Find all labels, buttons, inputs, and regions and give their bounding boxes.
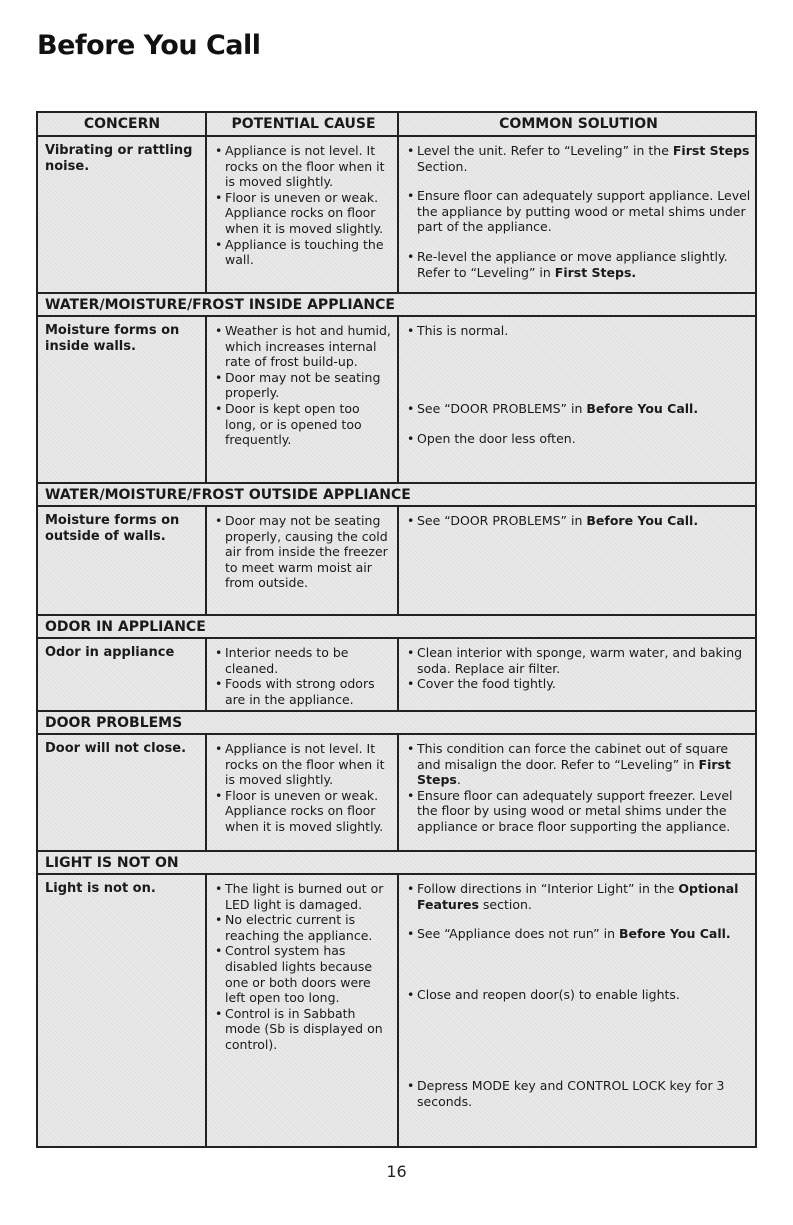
section-header: WATER/MOISTURE/FROST INSIDE APPLIANCE xyxy=(38,294,755,317)
cause-item: • Door may not be seating properly, causing the cold air from inside the freezer to meet warm moist air from outside. xyxy=(214,513,393,591)
table-row xyxy=(38,137,755,294)
section-header: WATER/MOISTURE/FROST OUTSIDE APPLIANCE xyxy=(38,484,755,507)
solution-item: • See “DOOR PROBLEMS” in Before You Call. xyxy=(406,513,751,529)
cause-item: • Appliance is touching the wall. xyxy=(214,237,393,268)
solution-item: • Level the unit. Refer to “Leveling” in the First Steps Section. xyxy=(406,143,751,174)
troubleshooting-table xyxy=(36,111,757,1148)
solution-item: • Open the door less often. xyxy=(406,431,751,447)
cause-item: • Floor is uneven or weak. Appliance rocks on floor when it is moved slightly. xyxy=(214,788,393,835)
concern-text: Moisture forms on outside of walls. xyxy=(45,513,180,544)
cause-item: • The light is burned out or LED light is damaged. xyxy=(214,881,393,912)
cause-item: • Control system has disabled lights because one or both doors were left open too long. xyxy=(214,943,393,1005)
solution-column-header: COMMON SOLUTION xyxy=(499,116,658,132)
concern-text: Vibrating or rattling noise. xyxy=(45,143,193,174)
cause-item: • Appliance is not level. It rocks on the floor when it is moved slightly. xyxy=(214,143,393,190)
cause-column-header: POTENTIAL CAUSE xyxy=(207,113,399,135)
solution-item: • Depress MODE key and CONTROL LOCK key for 3 seconds. xyxy=(406,1078,751,1109)
table-row xyxy=(38,317,755,484)
section-header: LIGHT IS NOT ON xyxy=(38,852,755,875)
solution-item: • Cover the food tightly. xyxy=(406,676,751,692)
page-number: 16 xyxy=(386,1162,407,1181)
table-header-row xyxy=(38,113,755,137)
cause-item: • Door is kept open too long, or is opened too frequently. xyxy=(214,401,393,448)
cause-item: • Appliance is not level. It rocks on the floor when it is moved slightly. xyxy=(214,741,393,788)
solution-item: • Ensure floor can adequately support appliance. Level the appliance by putting wood or metal shims under part of the appliance. xyxy=(406,188,751,235)
solution-item: • See “DOOR PROBLEMS” in Before You Call. xyxy=(406,401,751,417)
page-title: Before You Call xyxy=(37,30,261,61)
cause-item: • Interior needs to be cleaned. xyxy=(214,645,393,676)
cause-item: • Foods with strong odors are in the appliance. xyxy=(214,676,393,707)
solution-item: • This condition can force the cabinet out of square and misalign the door. Refer to “Leveling” in First Steps. xyxy=(406,741,751,788)
cause-item: • Door may not be seating properly. xyxy=(214,370,393,401)
concern-text: Moisture forms on inside walls. xyxy=(45,323,180,354)
solution-item: • Close and reopen door(s) to enable lights. xyxy=(406,987,751,1003)
cause-item: • Control is in Sabbath mode (Sb is displayed on control). xyxy=(214,1006,393,1053)
concern-column-header: CONCERN xyxy=(38,113,207,135)
cause-item: • No electric current is reaching the appliance. xyxy=(214,912,393,943)
table-row xyxy=(38,875,755,1146)
cause-item: • Floor is uneven or weak. Appliance rocks on floor when it is moved slightly. xyxy=(214,190,393,237)
concern-text: Light is not on. xyxy=(45,881,156,896)
solution-item: • This is normal. xyxy=(406,323,751,339)
solution-item: • See “Appliance does not run” in Before You Call. xyxy=(406,926,751,942)
solution-item: • Clean interior with sponge, warm water, and baking soda. Replace air filter. xyxy=(406,645,751,676)
solution-item: • Ensure floor can adequately support freezer. Level the floor by using wood or metal shims under the appliance or brace floor supporting the appliance. xyxy=(406,788,751,835)
solution-item: • Follow directions in “Interior Light” in the Optional Features section. xyxy=(406,881,751,912)
table-row xyxy=(38,735,755,852)
concern-text: Door will not close. xyxy=(45,741,187,756)
table-row xyxy=(38,639,755,712)
cause-item: • Weather is hot and humid, which increases internal rate of frost build-up. xyxy=(214,323,393,370)
section-header: ODOR IN APPLIANCE xyxy=(38,616,755,639)
concern-text: Odor in appliance xyxy=(45,645,175,660)
solution-item: • Re-level the appliance or move appliance slightly. Refer to “Leveling” in First Steps. xyxy=(406,249,751,280)
section-header: DOOR PROBLEMS xyxy=(38,712,755,735)
table-row xyxy=(38,507,755,616)
